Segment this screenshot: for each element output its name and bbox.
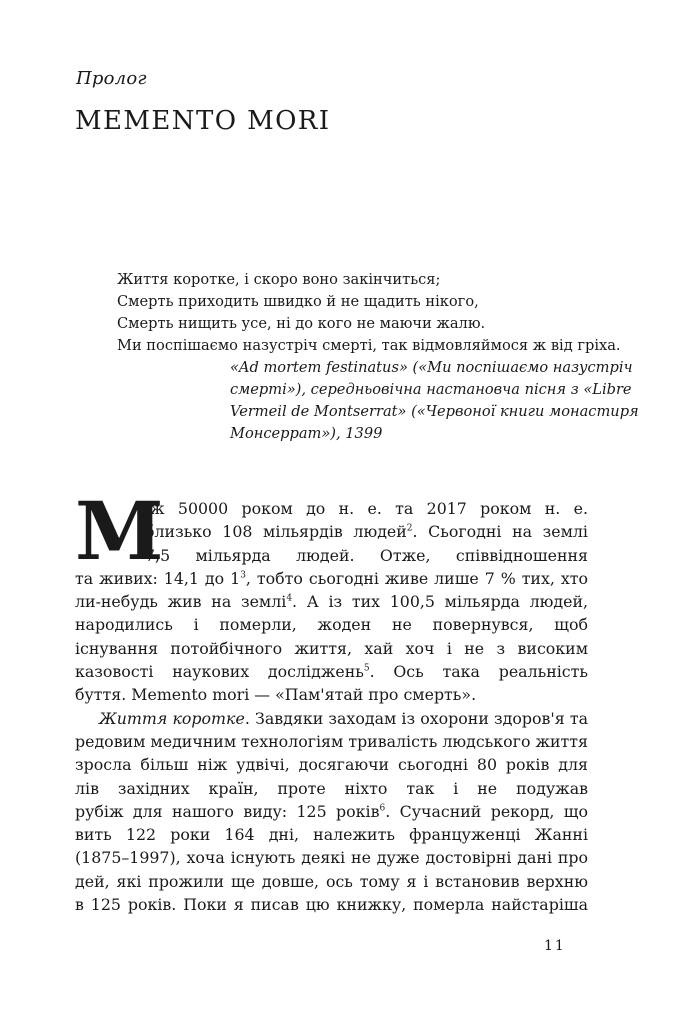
body-text	[75, 484, 588, 916]
chapter-title: MEMENTO MORI	[75, 106, 331, 136]
footnote-ref[interactable]: 4	[286, 593, 293, 604]
drop-cap: М	[75, 484, 162, 578]
poem-line: Ми поспішаємо назустріч смерті, так відмовляймося ж від гріха.	[117, 337, 621, 354]
text-line: близько 108 мільярдів людей$^2$. Сьогодні на землі	[145, 522, 588, 542]
text-line: рубіж для нашого виду: 125 років$^6$. Сучасний рекорд, що	[75, 801, 588, 821]
text-line: редовим медичним технологіям тривалість людського життя	[75, 731, 588, 751]
text-line: народились і померли, жоден не повернувся, щоб	[75, 615, 588, 635]
footnote-ref[interactable]: 2	[406, 524, 413, 535]
poem-line: Життя коротке, і скоро воно закінчиться;	[117, 271, 441, 288]
text-line: ли-небудь жив на землі$^4$. А із тих 100,5 мільярда людей,	[75, 592, 588, 612]
text-line: буття. Memento mori — «Пам'ятай про смерть».	[75, 685, 477, 705]
poem-line: Смерть приходить швидко й не щадить нікого,	[117, 293, 479, 310]
attribution-line: «Ad mortem festinatus» («Ми поспішаємо назустріч	[230, 359, 633, 376]
attribution-line: смерті»), середньовічна настановча пісня з «Libre	[230, 381, 632, 398]
text-line: лів західних країн, проте ніхто так і не подужав	[75, 778, 588, 798]
text-line: існування потойбічного життя, хай хоч і не з високим	[75, 638, 588, 658]
poem-line: Смерть нищить усе, ні до кого не маючи жалю.	[117, 315, 486, 332]
text-line: Життя коротке. Завдяки заходам із охорони здоров'я та	[99, 708, 588, 728]
text-line: дей, які прожили ще довше, ось тому я і встановив верхню	[75, 871, 588, 891]
text-line: 7,5 мільярда людей. Отже, співвідношення	[145, 545, 588, 565]
text-line: іж 50000 роком до н. е. та 2017 роком н. е.	[145, 499, 588, 518]
epigraph-attribution	[230, 357, 639, 445]
text-line: казовості наукових досліджень$^5$. Ось така реальність	[75, 662, 588, 682]
second-paragraph	[75, 707, 588, 917]
text-line: вить 122 роки 164 дні, належить француженці Жанні	[75, 825, 588, 845]
text-line: (1875–1997), хоча існують деякі не дуже достовірні дані про	[75, 848, 588, 868]
epigraph-poem	[117, 269, 621, 357]
footnote-ref[interactable]: 3	[240, 570, 246, 581]
text-line: в 125 років. Поки я писав цю книжку, померла найстаріша	[75, 895, 588, 915]
attribution-line: Монсеррат»), 1399	[230, 425, 383, 442]
first-paragraph	[75, 484, 588, 707]
attribution-line: Vermeil de Montserrat» («Червоної книги монастиря	[230, 403, 639, 420]
footnote-ref[interactable]: 5	[363, 663, 370, 674]
text-line: зросла більш ніж удвічі, досягаючи сьогодні 80 років для	[75, 755, 588, 775]
page-number: 11	[544, 938, 566, 954]
text-line: та живих: 14,1 до $1^3$, тобто сьогодні живе лише 7 % тих, хто	[75, 568, 588, 588]
footnote-ref[interactable]: 6	[379, 803, 386, 814]
prologue-label: Пролог	[76, 68, 147, 89]
